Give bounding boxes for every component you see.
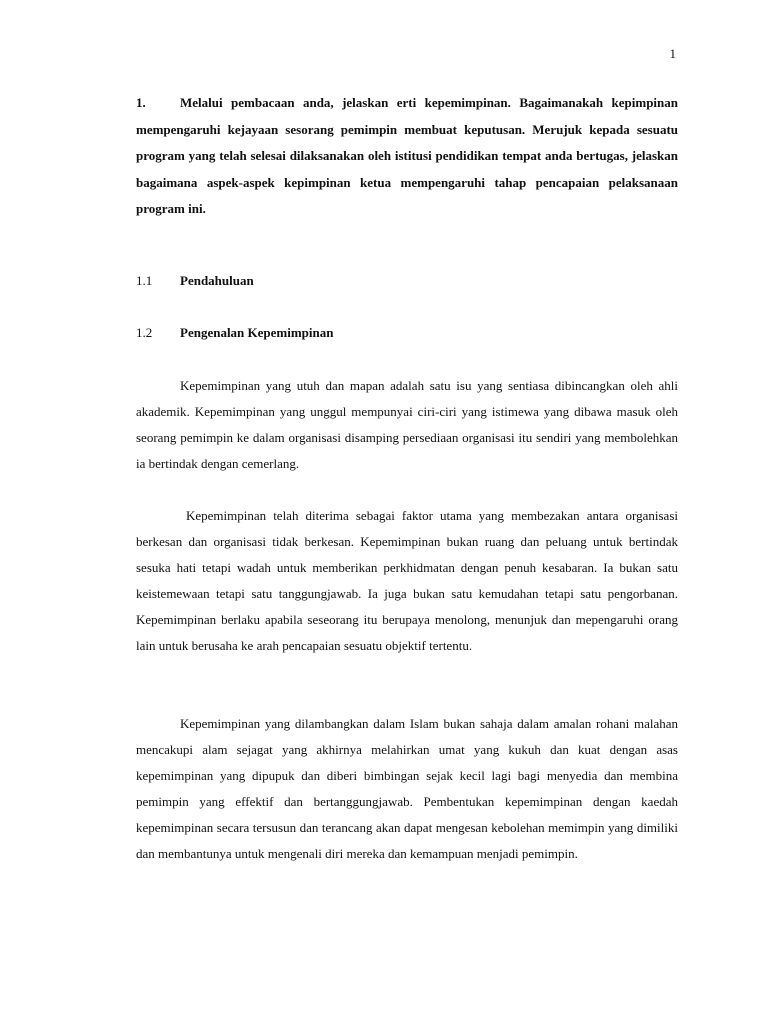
section-heading-introduction (136, 272, 254, 290)
section-heading-leadership-intro (136, 324, 334, 342)
body-paragraph: Kepemimpinan yang dilambangkan dalam Islam bukan sahaja dalam amalan rohani malahan mencakupi alam sejagat yang akhirnya melahirkan umat yang kukuh dan kuat dengan asas kepemimpinan yang dipupuk dan diberi bimbingan sejak kecil lagi bagi menyedia dan membina pemimpin yang effektif dan bertanggungjawab. Pembentukan kepemimpinan dengan kaedah kepemimpinan secara tersusun dan terancang akan dapat mengesan kebolehan memimpin yang dimiliki dan membantunya untuk mengenali diri mereka dan kemampuan menjadi pemimpin. (136, 716, 678, 861)
section-number: 1.2 (136, 325, 153, 340)
body-paragraph: Kepemimpinan telah diterima sebagai faktor utama yang membezakan antara organisasi berkesan dan organisasi tidak berkesan. Kepemimpinan bukan ruang dan peluang untuk bertindak sesuka hati tetapi wadah untuk memberikan perkhidmatan dengan penuh kesabaran. Ia bukan satu keistemewaan tetapi satu tanggungjawab. Ia juga bukan satu kemudahan tetapi satu pengorbanan. Kepemimpinan berlaku apabila seseorang itu berupaya menolong, menunjuk dan mepengaruhi orang lain untuk berusaha ke arah pencapaian sesuatu objektif tertentu. (136, 508, 678, 653)
section-number: 1.1 (136, 273, 153, 288)
section-title: Pengenalan Kepemimpinan (180, 325, 334, 340)
section-title: Pendahuluan (180, 273, 254, 288)
question-text: Melalui pembacaan anda, jelaskan erti kepemimpinan. Bagaimanakah kepimpinan mempengaruhi kejayaan sesorang pemimpin membuat keputusan. Merujuk kepada sesuatu program yang telah selesai dilaksanakan oleh istitusi pendidikan tempat anda bertugas, jelaskan bagaimana aspek-aspek kepimpinan ketua mempengaruhi tahap pencapaian pelaksanaan program ini. (136, 95, 678, 216)
body-paragraph: Kepemimpinan yang utuh dan mapan adalah satu isu yang sentiasa dibincangkan oleh ahli akademik. Kepemimpinan yang unggul mempunyai ciri-ciri yang istimewa yang dibawa masuk oleh seorang pemimpin ke dalam organisasi disamping persediaan organisasi itu sendiri yang membolehkan ia bertindak dengan cemerlang. (136, 378, 678, 471)
question-block (136, 90, 678, 223)
question-number: 1. (136, 95, 146, 110)
page-number: 1 (669, 46, 676, 61)
